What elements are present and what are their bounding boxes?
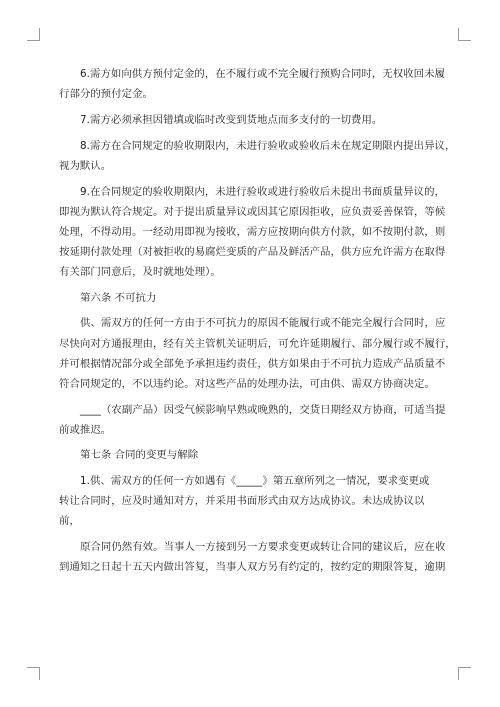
- paragraph-line: 7.需方必须承担因错填或临时改变到货地点而多支付的一切费用。: [80, 113, 383, 126]
- paragraph: [59, 288, 443, 308]
- paragraph: [59, 471, 443, 531]
- paragraph: [59, 400, 446, 440]
- document-body: [59, 64, 456, 583]
- paragraph-line: 6.需方如向供方预付定金的，在不履行或不完全履行预购合同时，无权收回未履: [80, 68, 445, 80]
- paragraph-line: 行部分的预付定金。: [59, 88, 153, 101]
- paragraph: [59, 182, 446, 282]
- paragraph-line: 1.供、需双方的任何一方如遇有《_____》第五章所列之一情况，要求变更或: [80, 475, 430, 488]
- crop-mark-top-right: [458, 28, 471, 41]
- paragraph-line: 第七条 合同的变更与解除: [80, 449, 199, 462]
- paragraph-line: 第六条 不可抗力: [80, 291, 157, 304]
- crop-mark-bottom-right: [458, 667, 471, 680]
- paragraph-line: 8.需方在合同规定的验收期限内，未进行验收或验收后未在规定期限内提出异议，: [80, 139, 456, 152]
- paragraph: [59, 445, 443, 465]
- paragraph-line: 即视为默认符合规定。对于提出质量异议或因其它原因拒收，应负责妥善保管，等候: [59, 205, 446, 218]
- paragraph-line: 符合同规定的，不以违约论。对这些产品的处理办法，可由供、需双方协商决定。: [59, 377, 435, 390]
- paragraph-line: 按延期付款处理（对被拒收的易腐烂变质的产品及鲜活产品，供方应允许需方在取得: [59, 245, 446, 258]
- paragraph-line: 原合同仍然有效。当事人一方接到另一方要求变更或转让合同的建议后，应在收: [80, 541, 446, 554]
- paragraph: [59, 313, 456, 393]
- paragraph: [59, 136, 456, 176]
- paragraph-line: 视为默认。: [59, 159, 112, 172]
- paragraph-line: 有关部门同意后，及时就地处理）。: [59, 265, 221, 278]
- paragraph-line: 9.在合同规定的验收期限内，未进行验收或进行验收后未提出书面质量异议的，: [80, 185, 445, 198]
- paragraph-line: 前或推迟。: [59, 423, 112, 436]
- paragraph: [59, 110, 443, 130]
- paragraph-line: 前，: [59, 515, 80, 528]
- paragraph-line: 供、需双方的任何一方由于不可抗力的原因不能履行或不能完全履行合同时，应: [80, 317, 446, 330]
- paragraph-line: 处理，不得动用。一经动用即视为接收，需方应按期向供方付款，如不按期付款，则: [59, 225, 446, 238]
- paragraph-line: 到通知之日起十五天内做出答复，当事人双方另有约定的，按约定的期限答复，逾期: [59, 561, 446, 574]
- paragraph: [59, 64, 443, 104]
- paragraph: [59, 537, 446, 577]
- crop-mark-top-left: [27, 28, 40, 41]
- paragraph-line: 尽快向对方通报理由，经有关主管机关证明后，可允许延期履行、部分履行或不履行，: [59, 337, 456, 350]
- paragraph-line: 转让合同时，应及时通知对方，并采用书面形式由双方达成协议。未达成协议以: [59, 495, 425, 508]
- paragraph-line: 并可根据情况部分或全部免予承担违约责任，供方如果由于不可抗力造成产品质量不: [59, 357, 446, 370]
- crop-mark-bottom-left: [27, 667, 40, 680]
- paragraph-line: ____（农副产品）因受气候影响早熟或晚熟的，交货日期经双方协商，可适当提: [80, 403, 446, 416]
